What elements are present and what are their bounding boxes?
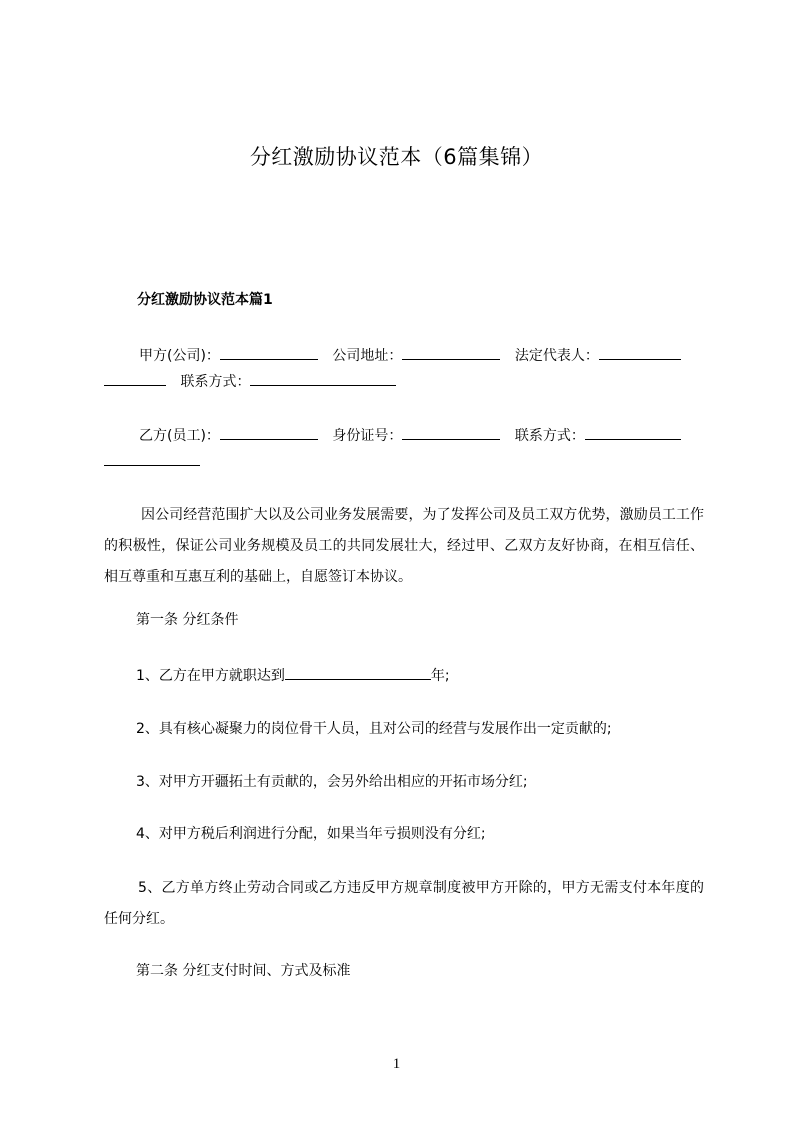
party-a-contact-line (104, 371, 396, 392)
party-b-label: 乙方(员工)： (139, 428, 220, 444)
party-a-contact-label: 联系方式： (180, 374, 251, 390)
article-1-title: 第一条 分红条件 (136, 612, 239, 628)
id-number-blank (402, 425, 500, 440)
section-title: 分红激励协议范本篇1 (137, 292, 273, 308)
page-number: 1 (392, 1056, 401, 1072)
legal-rep-blank-cont (104, 371, 166, 386)
party-a-line (139, 345, 681, 366)
id-number-label: 身份证号： (332, 428, 403, 444)
intro-paragraph: 因公司经营范围扩大以及公司业务发展需要，为了发挥公司及员工双方优势，激励员工工作的积极性，保证公司业务规模及员工的共同发展壮大，经过甲、乙双方友好协商，在相互信任、相互尊重和互惠互利的基础上，自愿签订本协议。 (104, 507, 704, 585)
clause-1 (136, 665, 450, 686)
party-b-line (139, 425, 681, 446)
clause-4: 4、对甲方税后利润进行分配，如果当年亏损则没有分红; (136, 826, 486, 842)
document-title: 分红激励协议范本（6篇集锦） (249, 145, 544, 169)
clause-1-text: 1、乙方在甲方就职达到 (136, 668, 285, 684)
party-a-contact-blank (250, 371, 396, 386)
company-address-blank (402, 345, 500, 360)
party-b-contact-blank (585, 425, 681, 440)
clause-1-suffix: 年; (430, 668, 450, 684)
years-blank (285, 665, 431, 680)
party-b-blank (220, 425, 318, 440)
clause-5: 5、乙方单方终止劳动合同或乙方违反甲方规章制度被甲方开除的，甲方无需支付本年度的任何分红。 (104, 880, 704, 927)
party-b-contact-label: 联系方式： (514, 428, 585, 444)
legal-rep-blank (599, 345, 681, 360)
legal-rep-label: 法定代表人： (514, 348, 599, 364)
party-a-blank (220, 345, 318, 360)
clause-3: 3、对甲方开疆拓土有贡献的，会另外给出相应的开拓市场分红; (136, 774, 528, 790)
party-b-contact-blank-cont (104, 451, 200, 466)
party-b-contact-line (104, 451, 200, 472)
clause-2: 2、具有核心凝聚力的岗位骨干人员，且对公司的经营与发展作出一定贡献的; (136, 721, 612, 737)
company-address-label: 公司地址： (332, 348, 403, 364)
party-a-label: 甲方(公司)： (139, 348, 220, 364)
article-2-title: 第二条 分红支付时间、方式及标准 (136, 963, 351, 979)
